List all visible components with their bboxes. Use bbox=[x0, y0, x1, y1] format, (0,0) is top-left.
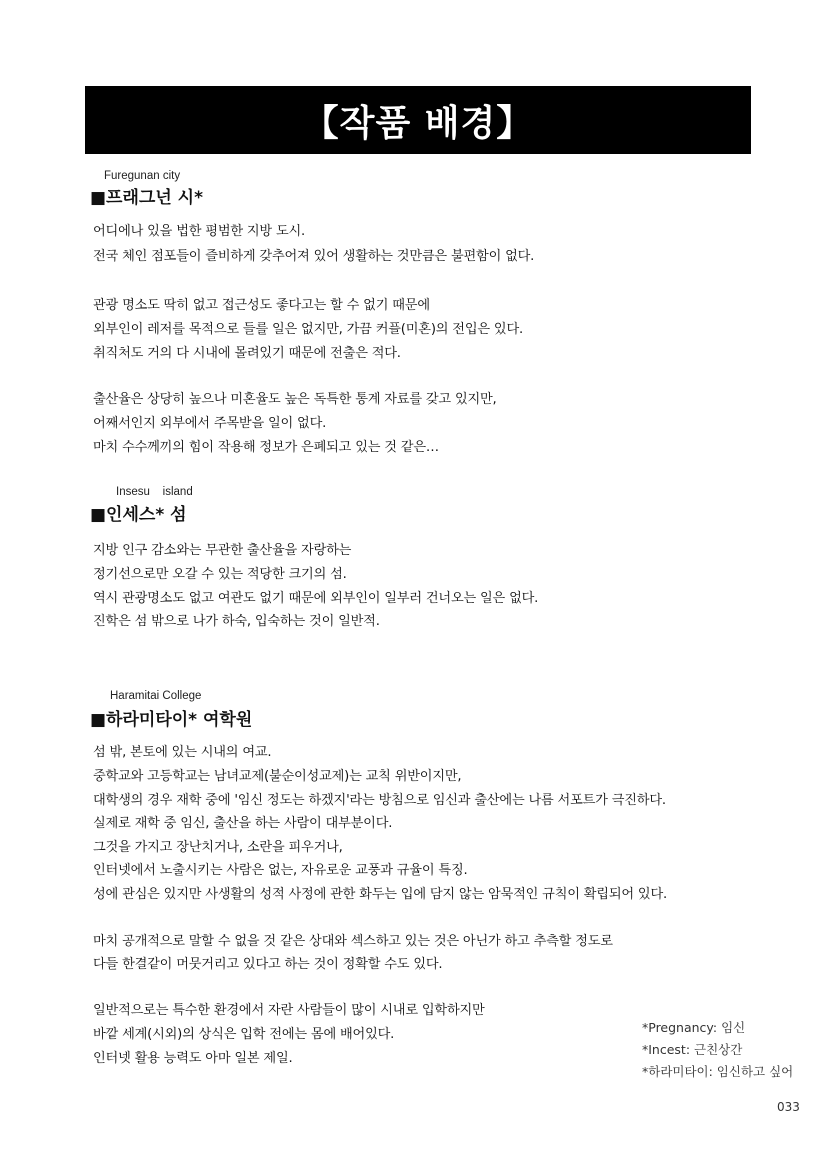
body-line: 진학은 섬 밖으로 나가 하숙, 입숙하는 것이 일반적. bbox=[93, 614, 380, 629]
page-title: 【작품 배경】 bbox=[302, 102, 534, 144]
body-line: 실제로 재학 중 임신, 출산을 하는 사람이 대부분이다. bbox=[93, 816, 393, 831]
body-line: 외부인이 레저를 목적으로 들를 일은 없지만, 가끔 커플(미혼)의 전입은 있다. bbox=[93, 322, 523, 337]
body-line: 출산율은 상당히 높으나 미혼율도 높은 독특한 통계 자료를 갖고 있지만, bbox=[93, 392, 497, 407]
body-line: 지방 인구 감소와는 무관한 출산율을 자랑하는 bbox=[93, 543, 352, 558]
section-subtitle: Insesu island bbox=[116, 486, 193, 498]
section-heading: ■인세스* 섬 bbox=[90, 505, 187, 525]
body-line: 정기선으로만 오갈 수 있는 적당한 크기의 섬. bbox=[93, 567, 347, 582]
body-line: 마치 공개적으로 말할 수 없을 것 같은 상대와 섹스하고 있는 것은 아닌가 하고 추측할 정도로 bbox=[93, 934, 613, 949]
body-line: 중학교와 고등학교는 남녀교제(불순이성교제)는 교칙 위반이지만, bbox=[93, 769, 462, 784]
body-line: 어디에나 있을 법한 평범한 지방 도시. bbox=[93, 224, 306, 239]
body-line: 어째서인지 외부에서 주목받을 일이 없다. bbox=[93, 416, 327, 431]
section-subtitle: Furegunan city bbox=[104, 170, 181, 182]
section-subtitle: Haramitai College bbox=[110, 690, 202, 702]
body-line: 대학생의 경우 재학 중에 '임신 정도는 하겠지'라는 방침으로 임신과 출산에는 나름 서포트가 극진하다. bbox=[93, 793, 666, 808]
footnote: *Incest: 근친상간 bbox=[642, 1042, 743, 1057]
body-line: 마치 수수께끼의 힘이 작용해 정보가 은폐되고 있는 것 같은… bbox=[93, 440, 439, 455]
section-heading: ■프래그넌 시* bbox=[90, 188, 203, 208]
body-line: 취직처도 거의 다 시내에 몰려있기 때문에 전출은 적다. bbox=[93, 346, 401, 361]
body-line: 그것을 가지고 장난치거나, 소란을 피우거나, bbox=[93, 840, 343, 855]
body-line: 인터넷 활용 능력도 아마 일본 제일. bbox=[93, 1051, 293, 1066]
body-line: 다들 한결같이 머뭇거리고 있다고 하는 것이 정확할 수도 있다. bbox=[93, 957, 443, 972]
body-line: 역시 관광명소도 없고 여관도 없기 때문에 외부인이 일부러 건너오는 일은 없다. bbox=[93, 591, 539, 606]
title-banner bbox=[85, 86, 751, 154]
page-number: 033 bbox=[777, 1100, 800, 1114]
body-line: 성에 관심은 있지만 사생활의 성적 사정에 관한 화두는 입에 담지 않는 암묵적인 규칙이 확립되어 있다. bbox=[93, 887, 667, 902]
body-line: 바깥 세계(시외)의 상식은 입학 전에는 몸에 배어있다. bbox=[93, 1027, 395, 1042]
footnote: *하라미타이: 임신하고 싶어 bbox=[642, 1064, 794, 1079]
body-line: 일반적으로는 특수한 환경에서 자란 사람들이 많이 시내로 입학하지만 bbox=[93, 1003, 485, 1018]
body-line: 섬 밖, 본토에 있는 시내의 여교. bbox=[93, 745, 272, 760]
body-line: 인터넷에서 노출시키는 사람은 없는, 자유로운 교풍과 규율이 특징. bbox=[93, 863, 468, 878]
body-line: 전국 체인 점포들이 즐비하게 갖추어져 있어 생활하는 것만큼은 불편함이 없다. bbox=[93, 249, 535, 264]
footnote: *Pregnancy: 임신 bbox=[642, 1020, 746, 1035]
body-line: 관광 명소도 딱히 없고 접근성도 좋다고는 할 수 없기 때문에 bbox=[93, 298, 430, 313]
section-heading: ■하라미타이* 여학원 bbox=[90, 710, 253, 730]
